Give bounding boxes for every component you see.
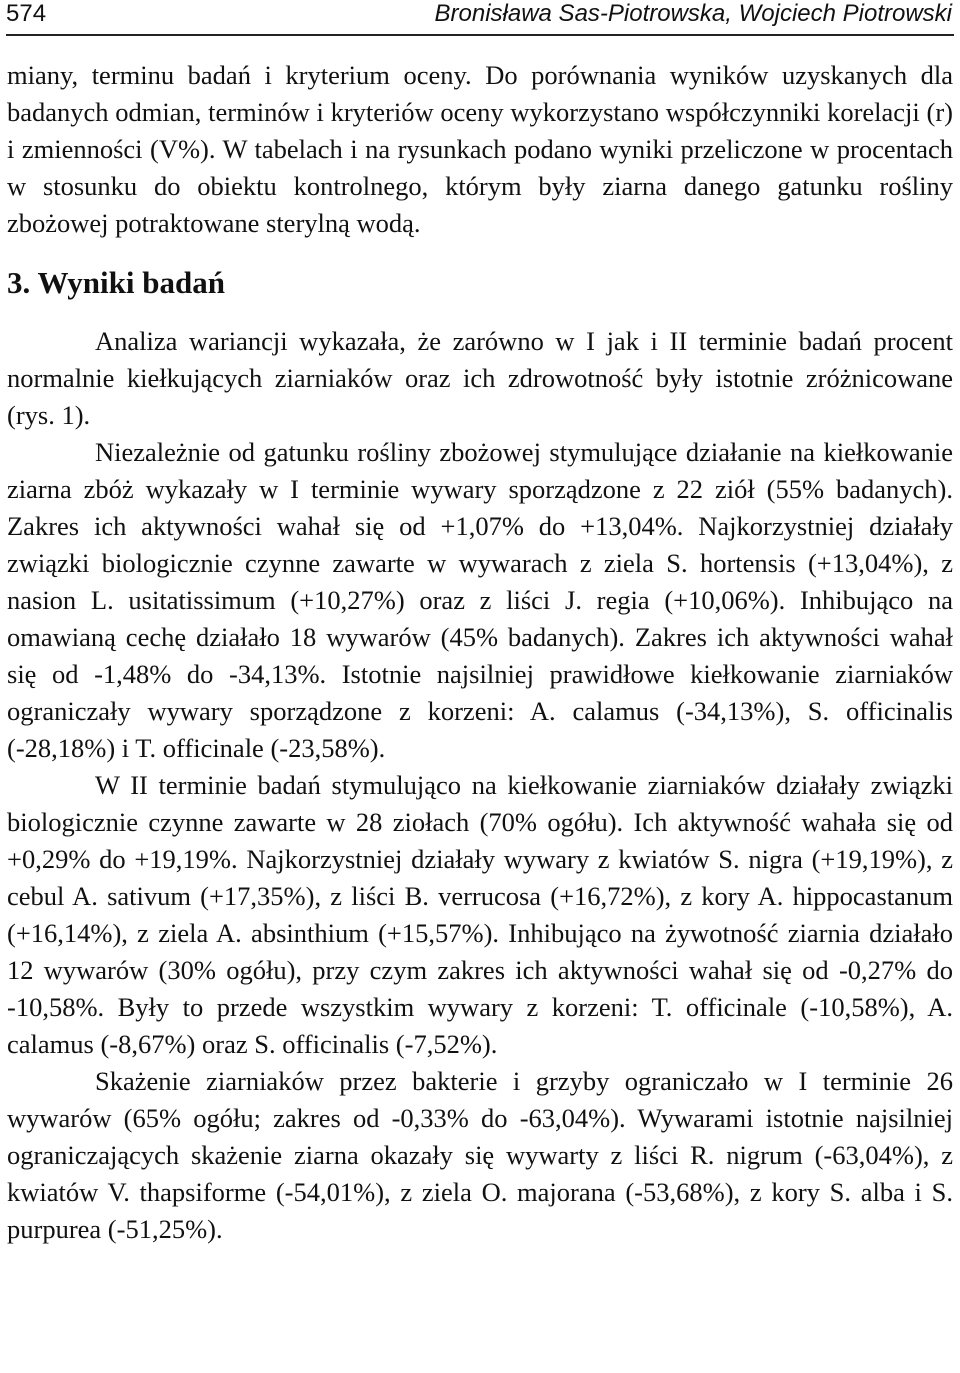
page-body [7, 57, 953, 1248]
results-paragraph-1: Analiza wariancji wykazała, że zarówno w I jak i II terminie badań procent normalnie kiełkujących ziarniaków oraz ich zdrowotność były istotnie zróżnicowane (rys. 1). [7, 326, 953, 430]
results-paragraph-2: Niezależnie od gatunku rośliny zbożowej stymulujące działanie na kiełkowanie ziarna zbóż wykazały w I terminie wywary sporządzone z 22 ziół (55% badanych). Zakres ich aktywności wahał się od +1,07% do +13,04%. Najkorzystniej działały związki biologicznie czynne zawarte w wywarach z ziela S. hortensis (+13,04%), z nasion L. usitatissimum (+10,27%) oraz z liści J. regia (+10,06%). Inhibująco na omawianą cechę działało 18 wywarów (45% badanych). Zakres ich aktywności wahał się od -1,48% do -34,13%. Istotnie najsilniej prawidłowe kiełkowanie ziarniaków ograniczały wywary sporządzone z korzeni: A. calamus (-34,13%), S. officinalis (-28,18%) i T. officinale (-23,58%). [7, 437, 953, 763]
section-heading: 3. Wyniki badań [7, 265, 225, 300]
results-paragraph-3: W II terminie badań stymulująco na kiełkowanie ziarniaków działały związki biologicznie czynne zawarte w 28 ziołach (70% ogółu). Ich aktywność wahała się od +0,29% do +19,19%. Najkorzystniej działały wywary z kwiatów S. nigra (+19,19%), z cebul A. sativum (+17,35%), z liści B. verrucosa (+16,72%), z kory A. hippocastanum (+16,14%), z ziela A. absinthium (+15,57%). Inhibująco na żywotność ziarnia działało 12 wywarów (30% ogółu), przy czym zakres ich aktywności wahał się od -0,27% do -10,58%. Były to przede wszystkim wywary z korzeni: T. officinale (-10,58%), A. calamus (-8,67%) oraz S. officinalis (-7,52%). [7, 770, 953, 1059]
page-number: 574 [6, 0, 47, 27]
running-header [6, 0, 954, 36]
running-header-authors: Bronisława Sas-Piotrowska, Wojciech Piotrowski [434, 0, 952, 27]
results-paragraph-4: Skażenie ziarniaków przez bakterie i grzyby ograniczało w I terminie 26 wywarów (65% ogółu; zakres od -0,33% do -63,04%). Wywarami istotnie najsilniej ograniczających skażenie ziarna okazały się wywarty z liści R. nigrum (-63,04%), z kwiatów V. thapsiforme (-54,01%), z ziela O. majorana (-53,68%), z kory S. alba i S. purpurea (-51,25%). [7, 1066, 953, 1244]
intro-paragraph: miany, terminu badań i kryterium oceny. Do porównania wyników uzyskanych dla badanych odmian, terminów i kryteriów oceny wykorzystano współczynniki korelacji (r) i zmienności (V%). W tabelach i na rysunkach podano wyniki przeliczone w procentach w stosunku do obiektu kontrolnego, którym były ziarna danego gatunku rośliny zbożowej potraktowane sterylną wodą. [7, 60, 953, 238]
